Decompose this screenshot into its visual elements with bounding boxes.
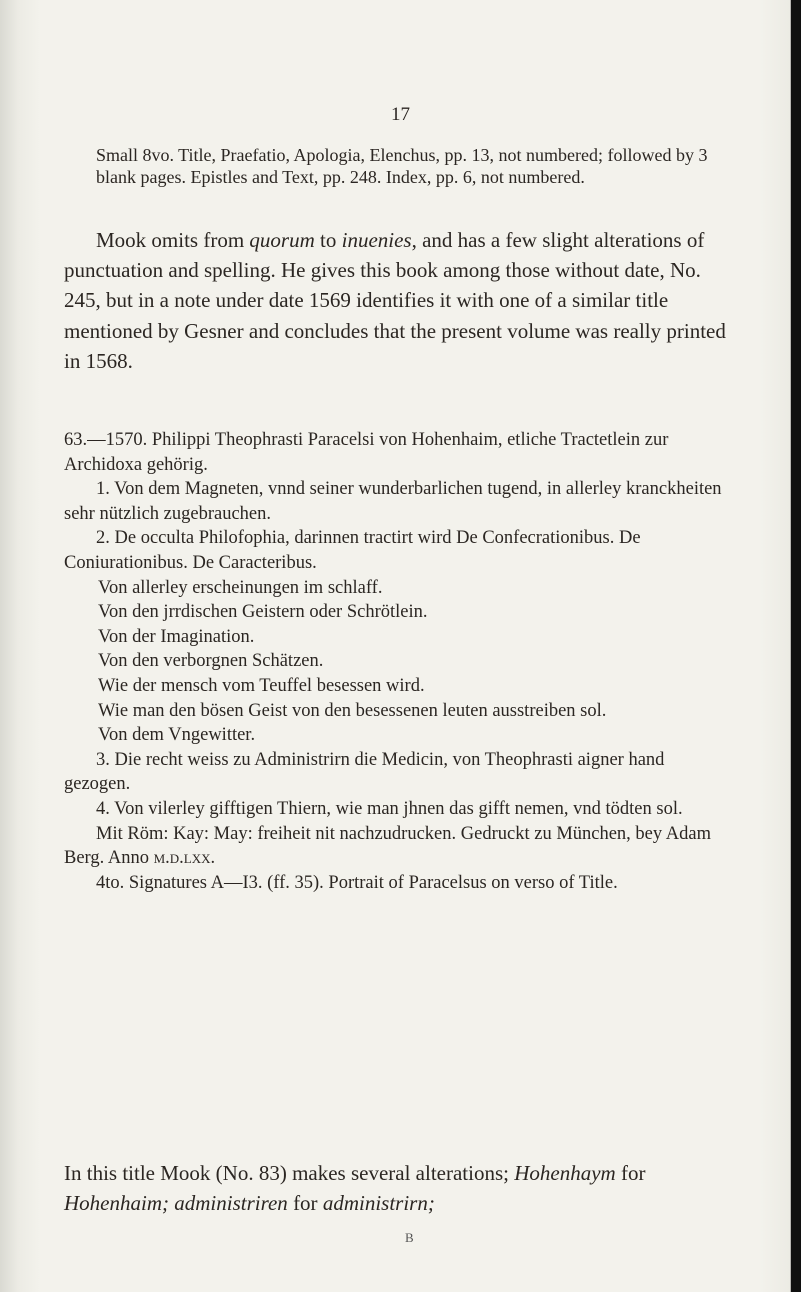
alt-text-a: In this title Mook (No. 83) makes several alterations; xyxy=(64,1161,515,1185)
para-collation-1: Small 8vo. Title, Praefatio, Apologia, Elenchus, pp. 13, not numbered; followed by 3 blank pages. Epistles and Text, pp. 248. Index, pp. 6, not numbered. xyxy=(96,145,708,187)
note-quorum: quorum xyxy=(249,228,315,252)
alt-for-1: for xyxy=(615,1161,646,1185)
entry-63-item-1: 1. Von dem Magneten, vnnd seiner wunderbarlichen tugend, in allerley kranckheiten sehr nützlich zugebrauchen. xyxy=(64,479,722,524)
sublist-item: Von den jrrdischen Geistern oder Schrötlein. xyxy=(98,602,428,623)
entry-63-imprint xyxy=(64,822,734,871)
entry-63 xyxy=(64,428,734,895)
alt-administriren: administriren xyxy=(174,1191,288,1216)
alt-for-2: for xyxy=(287,1191,323,1216)
sublist-item: Wie der mensch vom Teuffel besessen wird. xyxy=(98,675,425,696)
entry-63-collation: 4to. Signatures A—I3. (ff. 35). Portrait of Paracelsus on verso of Title. xyxy=(96,872,618,893)
note-inuenies: inuenies xyxy=(341,228,412,252)
entry-63-item-2: 2. De occulta Philofophia, darinnen tractirt wird De Confecrationibus. De Coniurationibus. De Caracteribus. xyxy=(64,528,641,573)
alt-end: ; xyxy=(427,1191,435,1216)
page-number: 17 xyxy=(391,104,410,125)
mook-note xyxy=(64,225,736,376)
para-mook-note xyxy=(64,225,736,376)
para-alterations xyxy=(64,1158,736,1218)
alterations-note xyxy=(64,1158,736,1218)
collation-paragraph xyxy=(96,145,744,188)
entry-63-item-3: 3. Die recht weiss zu Administrirn die Medicin, von Theophrasti aigner hand gezogen. xyxy=(64,749,665,795)
alt-sep: ; xyxy=(162,1191,175,1216)
sublist-item: Von den verborgnen Schätzen. xyxy=(98,651,324,672)
imprint-text: Mit Röm: Kay: May: freiheit nit nachzudrucken. Gedruckt zu München, bey Adam Berg. Anno xyxy=(64,823,711,869)
sublist-item: Von allerley erscheinungen im schlaff. xyxy=(98,577,383,598)
page-edge xyxy=(791,0,801,1292)
imprint-date: m.d.lxx. xyxy=(153,848,216,869)
sublist xyxy=(64,576,734,748)
entry-63-item-4: 4. Von vilerley gifftigen Thiern, wie man jhnen das gifft nemen, vnd tödten sol. xyxy=(96,798,683,819)
note-text-e: , and has a few slight alterations of punctuation and spelling. He gives this book among those without date, No. 245, but in a note under date 1569 identifies it with one of a similar title mentioned by Gesner and concludes that the present volume was really printed in 1568. xyxy=(64,228,726,373)
entry-63-title: 63.—1570. Philippi Theophrasti Paracelsi von Hohenhaim, etliche Tractetlein zur Archidoxa gehörig. xyxy=(64,430,669,475)
sublist-item: Von der Imagination. xyxy=(98,626,255,647)
signature-mark: B xyxy=(405,1230,414,1245)
note-text-a: Mook omits from xyxy=(96,228,250,252)
alt-hohenhaim: Hohenhaim xyxy=(64,1191,162,1216)
alt-administrirn: administrirn xyxy=(322,1191,428,1216)
alt-hohenhaym: Hohenhaym xyxy=(514,1161,616,1185)
sublist-item: Von dem Vngewitter. xyxy=(98,725,256,746)
sublist-item: Wie man den bösen Geist von den besessenen leuten ausstreiben sol. xyxy=(98,700,607,721)
note-text-c: to xyxy=(314,228,342,252)
